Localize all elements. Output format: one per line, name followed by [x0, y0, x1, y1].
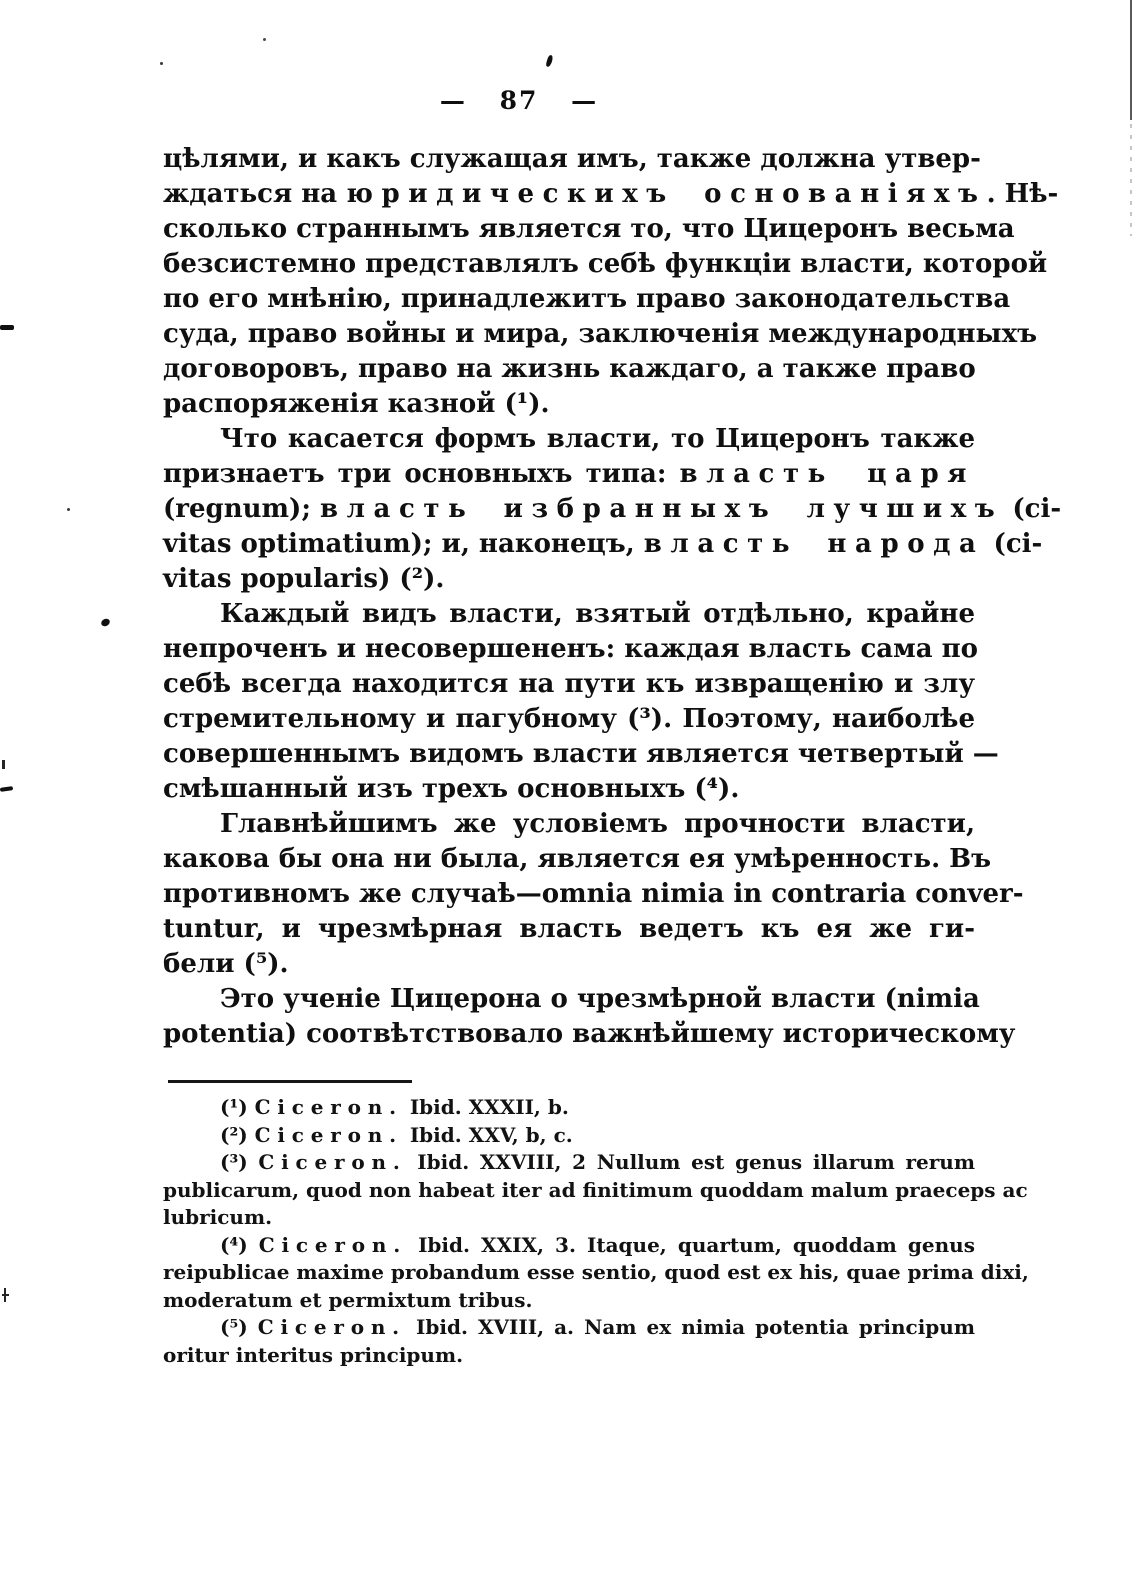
text-segment: Ibid. XXVIII, 2 Nullum est genus illarum rerum: [406, 1150, 976, 1174]
text-segment: (¹): [220, 1095, 255, 1119]
text-line: [163, 1017, 1016, 1052]
emphasized-text: власть царя: [679, 459, 975, 489]
margin-dash-artifact: [0, 325, 14, 330]
text-segment: совершеннымъ видомъ власти является четвертый —: [163, 739, 999, 769]
ink-tick-artifact: [545, 55, 553, 68]
text-line: [163, 247, 1048, 282]
text-line: [163, 492, 1062, 527]
text-segment: смѣшанный изъ трехъ основныхъ (⁴).: [163, 774, 740, 804]
text-line: [163, 772, 975, 807]
emphasized-text: Ciceron.: [257, 1315, 406, 1339]
text-segment: . Нѣ-: [986, 179, 1059, 209]
text-line: [163, 982, 980, 1017]
margin-cross-artifact: [4, 1288, 6, 1302]
text-line: [163, 527, 1043, 562]
page-header: [163, 86, 975, 115]
page-edge-line-artifact: [1130, 0, 1132, 120]
paragraph: [163, 422, 1062, 597]
text-line: [163, 947, 975, 982]
text-segment: Каждый видъ власти, взятый отдѣльно, крайне: [220, 599, 975, 629]
text-line: [163, 1342, 975, 1370]
text-segment: (⁵): [220, 1315, 258, 1339]
text-line: [163, 912, 975, 947]
text-line: [163, 702, 975, 737]
text-segment: непроченъ и несовершененъ: каждая власть сама по: [163, 634, 979, 664]
text-line: [163, 842, 992, 877]
text-line: [163, 877, 1024, 912]
text-line: [163, 1204, 975, 1232]
text-line: [163, 352, 975, 387]
text-segment: oritur interitus principum.: [163, 1342, 464, 1367]
paragraph: [163, 142, 1059, 422]
ink-blob-artifact: [100, 617, 111, 627]
text-line: [163, 142, 981, 177]
text-line: [163, 1314, 975, 1342]
text-line: [163, 667, 975, 702]
text-line: [163, 1259, 1029, 1287]
text-segment: reipublicae maxime probandum esse sentio, quod est ex his, quae prima dixi,: [163, 1260, 1029, 1284]
text-segment: Ibid. XXXII, b.: [402, 1095, 569, 1119]
text-line: [163, 1287, 975, 1315]
text-segment: безсистемно представлялъ себѣ функціи власти, которой: [163, 249, 1048, 279]
text-segment: ждаться на: [163, 179, 347, 209]
text-line: [163, 387, 975, 422]
margin-dash-artifact: [0, 786, 13, 792]
ink-dot-artifact: [67, 508, 70, 511]
margin-mark-artifact: [2, 760, 5, 769]
text-segment: себѣ всегда находится на пути къ извращенію и злу: [163, 669, 975, 699]
text-segment: (⁴): [220, 1232, 259, 1257]
text-line: [163, 1094, 975, 1122]
text-segment: суда, право войны и мира, заключенія международныхъ: [163, 319, 1038, 349]
text-segment: (³): [220, 1150, 259, 1174]
text-segment: Ibid. XXV, b, c.: [402, 1122, 573, 1147]
text-segment: Ibid. XVIII, a. Nam ex nimia potentia principum: [405, 1315, 975, 1339]
text-segment: договоровъ, право на жизнь каждаго, а также право: [163, 354, 976, 384]
text-line: [163, 807, 975, 842]
text-line: [163, 282, 1011, 317]
text-segment: Ibid. XXIX, 3. Itaque, quartum, quoddam genus: [406, 1232, 975, 1257]
text-segment: какова бы она ни была, является ея умѣренность. Въ: [163, 844, 992, 874]
emphasized-text: власть народа: [643, 529, 985, 559]
text-line: [163, 422, 975, 457]
footnotes: [163, 1094, 1029, 1369]
emphasized-text: Ciceron.: [258, 1150, 407, 1174]
paragraph: [163, 1149, 1028, 1232]
text-segment: признаетъ три основныхъ типа:: [163, 459, 680, 489]
paragraph: [163, 1314, 975, 1369]
text-segment: Это ученіе Цицерона о чрезмѣрной власти (nimia: [220, 984, 980, 1014]
text-segment: бели (⁵).: [163, 949, 289, 979]
text-line: [163, 1177, 1028, 1205]
text-segment: распоряженія казной (¹).: [163, 389, 550, 419]
paragraph: [163, 1232, 1029, 1315]
text-line: [163, 1122, 975, 1150]
text-segment: (ci-: [984, 529, 1043, 559]
body-text: [163, 142, 1062, 1052]
footnote-separator: [168, 1080, 412, 1083]
emphasized-text: юридическихъ основаніяхъ: [346, 179, 987, 209]
ink-dot-artifact: [263, 38, 266, 41]
ink-dot-artifact: [160, 62, 163, 65]
emphasized-text: власть избранныхъ лучшихъ: [320, 494, 1004, 524]
text-segment: publicarum, quod non habeat iter ad finitimum quoddam malum praeceps ac: [163, 1177, 1028, 1202]
text-segment: (ci-: [1003, 494, 1062, 524]
emphasized-text: Ciceron.: [258, 1232, 407, 1257]
text-segment: противномъ же случаѣ—omnia nimia in contraria conver-: [163, 879, 1024, 909]
paragraph: [163, 1094, 975, 1122]
text-segment: (²): [220, 1122, 255, 1147]
emphasized-text: Ciceron.: [254, 1095, 403, 1119]
text-segment: vitas optimatium); и, наконецъ,: [163, 529, 644, 559]
text-segment: по его мнѣнію, принадлежитъ право законодательства: [163, 284, 1011, 314]
text-line: [163, 457, 975, 492]
text-line: [163, 632, 979, 667]
text-line: [163, 1149, 975, 1177]
text-segment: цѣлями, и какъ служащая имъ, также должна утвер-: [163, 144, 981, 174]
paragraph: [163, 982, 1016, 1052]
text-line: [163, 562, 975, 597]
emphasized-text: Ciceron.: [254, 1122, 403, 1147]
text-segment: Что касается формъ власти, то Цицеронъ также: [220, 424, 975, 454]
text-line: [163, 737, 999, 772]
text-line: [163, 177, 1059, 212]
paragraph: [163, 807, 1024, 982]
text-segment: Главнѣйшимъ же условіемъ прочности власти,: [220, 809, 975, 839]
text-line: [163, 212, 1015, 247]
page-number: — 87 —: [439, 86, 599, 115]
text-segment: стремительному и пагубному (³). Поэтому, наиболѣе: [163, 704, 975, 734]
text-line: [163, 1232, 975, 1260]
text-segment: moderatum et permixtum tribus.: [163, 1287, 533, 1312]
text-segment: potentia) соотвѣтствовало важнѣйшему историческому: [163, 1019, 1016, 1049]
text-segment: vitas popularis) (²).: [163, 564, 445, 594]
text-segment: (regnum);: [163, 494, 320, 524]
text-line: [163, 597, 975, 632]
text-segment: tuntur, и чрезмѣрная власть ведетъ къ ея же ги-: [163, 914, 975, 944]
text-line: [163, 317, 1038, 352]
paragraph: [163, 597, 999, 807]
text-segment: сколько страннымъ является то, что Цицеронъ весьма: [163, 214, 1015, 244]
text-segment: lubricum.: [163, 1205, 273, 1229]
page-edge-dashes-artifact: [1130, 124, 1132, 236]
paragraph: [163, 1122, 975, 1150]
